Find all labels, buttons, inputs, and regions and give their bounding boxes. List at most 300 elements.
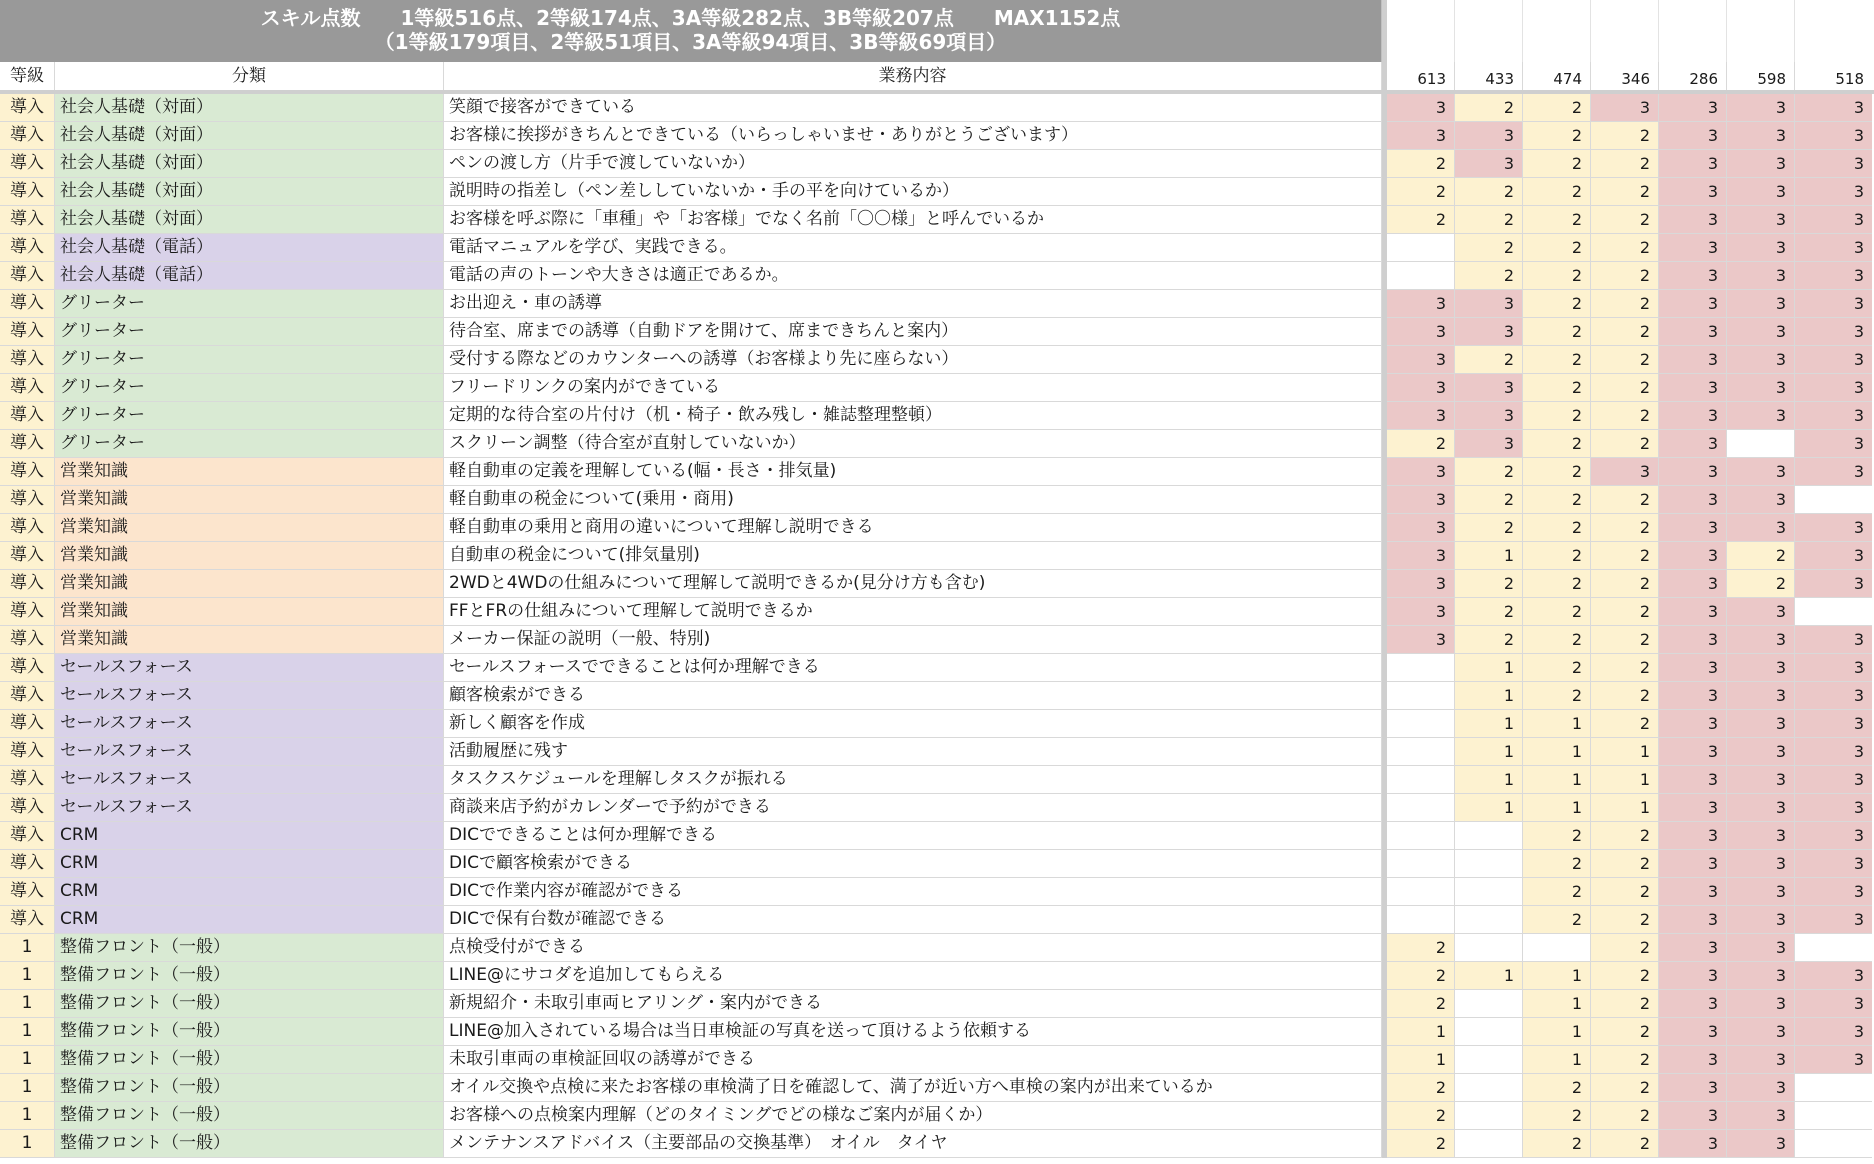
score-cell[interactable]: 3 bbox=[1659, 850, 1727, 878]
grade-cell[interactable]: 導入 bbox=[0, 430, 55, 458]
score-cell[interactable]: 3 bbox=[1659, 906, 1727, 934]
score-cell[interactable] bbox=[1387, 262, 1455, 290]
grade-cell[interactable]: 導入 bbox=[0, 906, 55, 934]
grade-cell[interactable]: 導入 bbox=[0, 346, 55, 374]
score-cell[interactable]: 2 bbox=[1591, 878, 1659, 906]
score-cell[interactable]: 3 bbox=[1659, 654, 1727, 682]
score-cell[interactable]: 3 bbox=[1659, 402, 1727, 430]
score-cell[interactable]: 3 bbox=[1659, 1102, 1727, 1130]
grade-cell[interactable]: 1 bbox=[0, 962, 55, 990]
score-cell[interactable]: 3 bbox=[1727, 822, 1795, 850]
score-cell[interactable]: 2 bbox=[1523, 822, 1591, 850]
score-cell[interactable]: 2 bbox=[1727, 570, 1795, 598]
score-cell[interactable]: 2 bbox=[1387, 962, 1455, 990]
score-cell[interactable]: 3 bbox=[1659, 1130, 1727, 1158]
category-cell[interactable]: 社会人基礎（対面） bbox=[55, 94, 444, 122]
score-cell[interactable]: 3 bbox=[1795, 234, 1872, 262]
description-cell[interactable]: 点検受付ができる bbox=[444, 934, 1382, 962]
score-cell[interactable]: 2 bbox=[1455, 570, 1523, 598]
score-cell[interactable]: 3 bbox=[1795, 402, 1872, 430]
score-cell[interactable]: 2 bbox=[1455, 598, 1523, 626]
score-cell[interactable] bbox=[1795, 1130, 1872, 1158]
header-score[interactable]: 613 bbox=[1387, 62, 1455, 90]
score-cell[interactable]: 3 bbox=[1727, 1130, 1795, 1158]
score-cell[interactable]: 2 bbox=[1523, 178, 1591, 206]
score-cell[interactable]: 1 bbox=[1523, 794, 1591, 822]
score-cell[interactable]: 2 bbox=[1523, 878, 1591, 906]
grade-cell[interactable]: 1 bbox=[0, 1018, 55, 1046]
score-cell[interactable]: 1 bbox=[1591, 738, 1659, 766]
grade-cell[interactable]: 導入 bbox=[0, 766, 55, 794]
score-cell[interactable] bbox=[1387, 234, 1455, 262]
score-cell[interactable]: 3 bbox=[1795, 654, 1872, 682]
score-cell[interactable]: 3 bbox=[1795, 374, 1872, 402]
score-cell[interactable]: 2 bbox=[1523, 290, 1591, 318]
grade-cell[interactable]: 導入 bbox=[0, 122, 55, 150]
category-cell[interactable]: 社会人基礎（対面） bbox=[55, 206, 444, 234]
score-cell[interactable]: 2 bbox=[1523, 346, 1591, 374]
score-cell[interactable]: 3 bbox=[1795, 710, 1872, 738]
score-cell[interactable]: 3 bbox=[1727, 94, 1795, 122]
score-cell[interactable]: 1 bbox=[1523, 1018, 1591, 1046]
score-cell[interactable]: 3 bbox=[1659, 178, 1727, 206]
score-cell[interactable] bbox=[1387, 850, 1455, 878]
score-cell[interactable]: 3 bbox=[1727, 262, 1795, 290]
score-cell[interactable]: 3 bbox=[1795, 262, 1872, 290]
score-cell[interactable]: 3 bbox=[1727, 1102, 1795, 1130]
score-cell[interactable]: 2 bbox=[1591, 906, 1659, 934]
score-cell[interactable]: 2 bbox=[1523, 486, 1591, 514]
grade-cell[interactable]: 導入 bbox=[0, 374, 55, 402]
score-cell[interactable]: 3 bbox=[1387, 94, 1455, 122]
grade-cell[interactable]: 導入 bbox=[0, 682, 55, 710]
score-cell[interactable]: 3 bbox=[1795, 766, 1872, 794]
score-cell[interactable]: 3 bbox=[1387, 542, 1455, 570]
score-cell[interactable]: 2 bbox=[1523, 682, 1591, 710]
score-cell[interactable]: 2 bbox=[1523, 1074, 1591, 1102]
score-cell[interactable]: 2 bbox=[1591, 374, 1659, 402]
score-cell[interactable]: 2 bbox=[1591, 1018, 1659, 1046]
description-cell[interactable]: タスクスケジュールを理解しタスクが振れる bbox=[444, 766, 1382, 794]
score-cell[interactable]: 3 bbox=[1795, 150, 1872, 178]
description-cell[interactable]: 軽自動車の定義を理解している(幅・長さ・排気量) bbox=[444, 458, 1382, 486]
grade-cell[interactable]: 導入 bbox=[0, 850, 55, 878]
score-cell[interactable]: 1 bbox=[1523, 766, 1591, 794]
score-cell[interactable] bbox=[1387, 682, 1455, 710]
score-cell[interactable]: 3 bbox=[1795, 822, 1872, 850]
score-cell[interactable]: 3 bbox=[1387, 458, 1455, 486]
category-cell[interactable]: セールスフォース bbox=[55, 654, 444, 682]
score-cell[interactable]: 2 bbox=[1387, 150, 1455, 178]
score-cell[interactable]: 3 bbox=[1659, 514, 1727, 542]
score-cell[interactable]: 3 bbox=[1727, 934, 1795, 962]
description-cell[interactable]: 自動車の税金について(排気量別) bbox=[444, 542, 1382, 570]
score-cell[interactable]: 2 bbox=[1387, 1130, 1455, 1158]
score-cell[interactable]: 2 bbox=[1591, 486, 1659, 514]
score-cell[interactable]: 2 bbox=[1387, 178, 1455, 206]
header-grade[interactable]: 等級 bbox=[0, 62, 55, 90]
grade-cell[interactable]: 導入 bbox=[0, 178, 55, 206]
score-cell[interactable]: 3 bbox=[1455, 290, 1523, 318]
header-category[interactable]: 分類 bbox=[55, 62, 444, 90]
score-cell[interactable] bbox=[1455, 878, 1523, 906]
score-cell[interactable]: 3 bbox=[1455, 374, 1523, 402]
header-score[interactable]: 518 bbox=[1835, 70, 1864, 88]
score-cell[interactable]: 3 bbox=[1727, 654, 1795, 682]
score-cell[interactable] bbox=[1795, 1102, 1872, 1130]
score-cell[interactable]: 3 bbox=[1659, 234, 1727, 262]
blank-cell[interactable] bbox=[1659, 0, 1727, 62]
score-cell[interactable]: 3 bbox=[1387, 486, 1455, 514]
score-cell[interactable]: 3 bbox=[1659, 766, 1727, 794]
score-cell[interactable]: 2 bbox=[1387, 934, 1455, 962]
description-cell[interactable]: LINE@加入されている場合は当日車検証の写真を送って頂けるよう依頼する bbox=[444, 1018, 1382, 1046]
description-cell[interactable]: 受付する際などのカウンターへの誘導（お客様より先に座らない） bbox=[444, 346, 1382, 374]
score-cell[interactable]: 3 bbox=[1795, 570, 1872, 598]
score-cell[interactable]: 3 bbox=[1727, 990, 1795, 1018]
score-cell[interactable]: 2 bbox=[1455, 206, 1523, 234]
score-cell[interactable]: 3 bbox=[1727, 318, 1795, 346]
score-cell[interactable]: 1 bbox=[1455, 794, 1523, 822]
score-cell[interactable]: 3 bbox=[1727, 850, 1795, 878]
score-cell[interactable]: 2 bbox=[1591, 598, 1659, 626]
score-cell[interactable]: 2 bbox=[1455, 346, 1523, 374]
score-cell[interactable]: 3 bbox=[1591, 94, 1659, 122]
score-cell[interactable]: 3 bbox=[1659, 1018, 1727, 1046]
score-cell[interactable]: 1 bbox=[1591, 766, 1659, 794]
description-cell[interactable]: お客様への点検案内理解（どのタイミングでどの様なご案内が届くか） bbox=[444, 1102, 1382, 1130]
description-cell[interactable]: 商談来店予約がカレンダーで予約ができる bbox=[444, 794, 1382, 822]
score-cell[interactable]: 3 bbox=[1727, 122, 1795, 150]
grade-cell[interactable]: 1 bbox=[0, 1046, 55, 1074]
score-cell[interactable]: 2 bbox=[1523, 570, 1591, 598]
category-cell[interactable]: CRM bbox=[55, 906, 444, 934]
score-cell[interactable] bbox=[1387, 822, 1455, 850]
score-cell[interactable]: 3 bbox=[1727, 962, 1795, 990]
score-cell[interactable]: 3 bbox=[1727, 402, 1795, 430]
category-cell[interactable]: 営業知識 bbox=[55, 514, 444, 542]
score-cell[interactable]: 3 bbox=[1659, 486, 1727, 514]
score-cell[interactable]: 3 bbox=[1795, 122, 1872, 150]
score-cell[interactable]: 1 bbox=[1455, 682, 1523, 710]
grade-cell[interactable]: 導入 bbox=[0, 234, 55, 262]
score-cell[interactable]: 3 bbox=[1727, 878, 1795, 906]
score-cell[interactable] bbox=[1387, 794, 1455, 822]
grade-cell[interactable]: 導入 bbox=[0, 878, 55, 906]
score-cell[interactable]: 2 bbox=[1591, 934, 1659, 962]
description-cell[interactable]: 顧客検索ができる bbox=[444, 682, 1382, 710]
description-cell[interactable]: フリードリンクの案内ができている bbox=[444, 374, 1382, 402]
category-cell[interactable]: セールスフォース bbox=[55, 682, 444, 710]
category-cell[interactable]: 営業知識 bbox=[55, 570, 444, 598]
score-cell[interactable]: 3 bbox=[1659, 1074, 1727, 1102]
score-cell[interactable]: 1 bbox=[1455, 654, 1523, 682]
score-cell[interactable]: 2 bbox=[1591, 1102, 1659, 1130]
blank-cell[interactable] bbox=[1455, 0, 1523, 62]
grade-cell[interactable]: 導入 bbox=[0, 318, 55, 346]
category-cell[interactable]: 社会人基礎（電話） bbox=[55, 262, 444, 290]
score-cell[interactable]: 2 bbox=[1523, 402, 1591, 430]
score-cell[interactable]: 1 bbox=[1523, 962, 1591, 990]
score-cell[interactable]: 3 bbox=[1795, 206, 1872, 234]
score-cell[interactable]: 2 bbox=[1523, 206, 1591, 234]
score-cell[interactable]: 2 bbox=[1523, 234, 1591, 262]
score-cell[interactable]: 2 bbox=[1455, 178, 1523, 206]
score-cell[interactable]: 3 bbox=[1727, 1074, 1795, 1102]
score-cell[interactable]: 2 bbox=[1591, 542, 1659, 570]
score-cell[interactable]: 3 bbox=[1795, 738, 1872, 766]
score-cell[interactable]: 1 bbox=[1455, 738, 1523, 766]
score-cell[interactable] bbox=[1387, 738, 1455, 766]
score-cell[interactable]: 3 bbox=[1727, 1018, 1795, 1046]
description-cell[interactable]: DICで保有台数が確認できる bbox=[444, 906, 1382, 934]
score-cell[interactable]: 2 bbox=[1455, 626, 1523, 654]
description-cell[interactable]: DICでできることは何か理解できる bbox=[444, 822, 1382, 850]
score-cell[interactable]: 3 bbox=[1387, 598, 1455, 626]
score-cell[interactable]: 2 bbox=[1591, 570, 1659, 598]
category-cell[interactable]: 営業知識 bbox=[55, 598, 444, 626]
score-cell[interactable]: 2 bbox=[1523, 150, 1591, 178]
category-cell[interactable]: CRM bbox=[55, 850, 444, 878]
score-cell[interactable]: 3 bbox=[1795, 1018, 1872, 1046]
description-cell[interactable]: メーカー保証の説明（一般、特別) bbox=[444, 626, 1382, 654]
description-cell[interactable]: FFとFRの仕組みについて理解して説明できるか bbox=[444, 598, 1382, 626]
grade-cell[interactable]: 1 bbox=[0, 990, 55, 1018]
score-cell[interactable]: 2 bbox=[1591, 962, 1659, 990]
score-cell[interactable]: 2 bbox=[1455, 234, 1523, 262]
description-cell[interactable]: 2WDと4WDの仕組みについて理解して説明できるか(見分け方も含む) bbox=[444, 570, 1382, 598]
grade-cell[interactable]: 1 bbox=[0, 1074, 55, 1102]
grade-cell[interactable]: 導入 bbox=[0, 290, 55, 318]
description-cell[interactable]: 電話の声のトーンや大きさは適正であるか。 bbox=[444, 262, 1382, 290]
score-cell[interactable]: 2 bbox=[1387, 1074, 1455, 1102]
score-cell[interactable]: 3 bbox=[1727, 486, 1795, 514]
score-cell[interactable]: 2 bbox=[1523, 542, 1591, 570]
score-cell[interactable] bbox=[1455, 822, 1523, 850]
description-cell[interactable]: LINE@にサコダを追加してもらえる bbox=[444, 962, 1382, 990]
grade-cell[interactable]: 導入 bbox=[0, 94, 55, 122]
header-score[interactable]: 598 bbox=[1727, 62, 1795, 90]
score-cell[interactable]: 3 bbox=[1727, 766, 1795, 794]
category-cell[interactable]: CRM bbox=[55, 878, 444, 906]
category-cell[interactable]: グリーター bbox=[55, 290, 444, 318]
score-cell[interactable]: 3 bbox=[1795, 850, 1872, 878]
grade-cell[interactable]: 導入 bbox=[0, 514, 55, 542]
category-cell[interactable]: 整備フロント（一般） bbox=[55, 990, 444, 1018]
score-cell[interactable]: 2 bbox=[1591, 346, 1659, 374]
score-cell[interactable]: 2 bbox=[1455, 514, 1523, 542]
blank-cell[interactable] bbox=[1523, 0, 1591, 62]
score-cell[interactable]: 3 bbox=[1659, 150, 1727, 178]
category-cell[interactable]: 社会人基礎（対面） bbox=[55, 122, 444, 150]
score-cell[interactable]: 2 bbox=[1591, 234, 1659, 262]
score-cell[interactable]: 2 bbox=[1591, 514, 1659, 542]
score-cell[interactable]: 3 bbox=[1795, 430, 1872, 458]
category-cell[interactable]: 整備フロント（一般） bbox=[55, 1074, 444, 1102]
score-cell[interactable] bbox=[1795, 1074, 1872, 1102]
category-cell[interactable]: 営業知識 bbox=[55, 486, 444, 514]
header-score[interactable]: 286 bbox=[1659, 62, 1727, 90]
score-cell[interactable]: 3 bbox=[1727, 794, 1795, 822]
blank-cell[interactable] bbox=[1591, 0, 1659, 62]
score-cell[interactable]: 3 bbox=[1659, 710, 1727, 738]
score-cell[interactable]: 3 bbox=[1659, 94, 1727, 122]
score-cell[interactable] bbox=[1727, 430, 1795, 458]
score-cell[interactable]: 3 bbox=[1659, 682, 1727, 710]
score-cell[interactable]: 2 bbox=[1591, 430, 1659, 458]
score-cell[interactable]: 3 bbox=[1659, 598, 1727, 626]
score-cell[interactable]: 3 bbox=[1727, 458, 1795, 486]
header-score[interactable]: 474 bbox=[1523, 62, 1591, 90]
score-cell[interactable]: 3 bbox=[1795, 990, 1872, 1018]
description-cell[interactable]: 未取引車両の車検証回収の誘導ができる bbox=[444, 1046, 1382, 1074]
score-cell[interactable]: 3 bbox=[1727, 710, 1795, 738]
score-cell[interactable] bbox=[1387, 654, 1455, 682]
category-cell[interactable]: グリーター bbox=[55, 402, 444, 430]
score-cell[interactable]: 2 bbox=[1523, 1102, 1591, 1130]
score-cell[interactable]: 2 bbox=[1523, 94, 1591, 122]
score-cell[interactable]: 2 bbox=[1523, 430, 1591, 458]
score-cell[interactable]: 1 bbox=[1523, 710, 1591, 738]
score-cell[interactable]: 3 bbox=[1659, 542, 1727, 570]
score-cell[interactable]: 1 bbox=[1455, 710, 1523, 738]
score-cell[interactable]: 2 bbox=[1591, 822, 1659, 850]
score-cell[interactable]: 2 bbox=[1523, 1130, 1591, 1158]
score-cell[interactable]: 3 bbox=[1727, 1046, 1795, 1074]
score-cell[interactable]: 3 bbox=[1387, 374, 1455, 402]
score-cell[interactable]: 2 bbox=[1523, 318, 1591, 346]
score-cell[interactable]: 3 bbox=[1387, 122, 1455, 150]
score-cell[interactable]: 2 bbox=[1591, 850, 1659, 878]
description-cell[interactable]: 待合室、席までの誘導（自動ドアを開けて、席まできちんと案内） bbox=[444, 318, 1382, 346]
description-cell[interactable]: 活動履歴に残す bbox=[444, 738, 1382, 766]
score-cell[interactable]: 2 bbox=[1591, 262, 1659, 290]
score-cell[interactable]: 1 bbox=[1387, 1018, 1455, 1046]
score-cell[interactable]: 1 bbox=[1591, 794, 1659, 822]
category-cell[interactable]: 整備フロント（一般） bbox=[55, 1102, 444, 1130]
score-cell[interactable] bbox=[1455, 1046, 1523, 1074]
score-cell[interactable]: 2 bbox=[1523, 122, 1591, 150]
score-cell[interactable]: 3 bbox=[1455, 122, 1523, 150]
category-cell[interactable]: 整備フロント（一般） bbox=[55, 962, 444, 990]
description-cell[interactable]: ペンの渡し方（片手で渡していないか） bbox=[444, 150, 1382, 178]
grade-cell[interactable]: 導入 bbox=[0, 570, 55, 598]
score-cell[interactable] bbox=[1455, 1074, 1523, 1102]
score-cell[interactable]: 3 bbox=[1727, 150, 1795, 178]
score-cell[interactable] bbox=[1455, 1102, 1523, 1130]
score-cell[interactable] bbox=[1387, 766, 1455, 794]
score-cell[interactable]: 2 bbox=[1455, 262, 1523, 290]
score-cell[interactable]: 1 bbox=[1523, 738, 1591, 766]
score-cell[interactable]: 2 bbox=[1591, 710, 1659, 738]
grade-cell[interactable]: 導入 bbox=[0, 738, 55, 766]
score-cell[interactable]: 3 bbox=[1795, 290, 1872, 318]
description-cell[interactable]: 軽自動車の乗用と商用の違いについて理解し説明できる bbox=[444, 514, 1382, 542]
score-cell[interactable]: 2 bbox=[1591, 1046, 1659, 1074]
score-cell[interactable]: 3 bbox=[1387, 318, 1455, 346]
score-cell[interactable]: 3 bbox=[1455, 402, 1523, 430]
score-cell[interactable]: 3 bbox=[1727, 626, 1795, 654]
grade-cell[interactable]: 導入 bbox=[0, 542, 55, 570]
category-cell[interactable]: セールスフォース bbox=[55, 766, 444, 794]
score-cell[interactable]: 2 bbox=[1591, 150, 1659, 178]
blank-cell[interactable] bbox=[1795, 0, 1872, 62]
score-cell[interactable]: 1 bbox=[1455, 542, 1523, 570]
score-cell[interactable] bbox=[1795, 934, 1872, 962]
score-cell[interactable]: 3 bbox=[1659, 346, 1727, 374]
score-cell[interactable]: 3 bbox=[1795, 94, 1872, 122]
score-cell[interactable]: 2 bbox=[1523, 906, 1591, 934]
score-cell[interactable]: 3 bbox=[1591, 458, 1659, 486]
score-cell[interactable]: 3 bbox=[1727, 514, 1795, 542]
grade-cell[interactable]: 導入 bbox=[0, 598, 55, 626]
score-cell[interactable]: 2 bbox=[1387, 990, 1455, 1018]
description-cell[interactable]: お出迎え・車の誘導 bbox=[444, 290, 1382, 318]
score-cell[interactable]: 3 bbox=[1727, 598, 1795, 626]
description-cell[interactable]: 新しく顧客を作成 bbox=[444, 710, 1382, 738]
grade-cell[interactable]: 1 bbox=[0, 1102, 55, 1130]
score-cell[interactable]: 2 bbox=[1591, 318, 1659, 346]
grade-cell[interactable]: 導入 bbox=[0, 458, 55, 486]
description-cell[interactable]: 電話マニュアルを学び、実践できる。 bbox=[444, 234, 1382, 262]
score-cell[interactable] bbox=[1455, 934, 1523, 962]
score-cell[interactable]: 3 bbox=[1727, 682, 1795, 710]
score-cell[interactable]: 3 bbox=[1795, 626, 1872, 654]
score-cell[interactable]: 2 bbox=[1591, 402, 1659, 430]
score-cell[interactable] bbox=[1455, 1130, 1523, 1158]
score-cell[interactable]: 3 bbox=[1659, 990, 1727, 1018]
score-cell[interactable]: 3 bbox=[1727, 206, 1795, 234]
grade-cell[interactable]: 導入 bbox=[0, 654, 55, 682]
description-cell[interactable]: お客様を呼ぶ際に「車種」や「お客様」でなく名前「〇〇様」と呼んでいるか bbox=[444, 206, 1382, 234]
category-cell[interactable]: グリーター bbox=[55, 430, 444, 458]
score-cell[interactable]: 3 bbox=[1455, 150, 1523, 178]
header-score[interactable]: 346 bbox=[1591, 62, 1659, 90]
score-cell[interactable]: 3 bbox=[1795, 318, 1872, 346]
score-cell[interactable]: 2 bbox=[1591, 682, 1659, 710]
grade-cell[interactable]: 導入 bbox=[0, 402, 55, 430]
score-cell[interactable]: 1 bbox=[1455, 766, 1523, 794]
description-cell[interactable]: 定期的な待合室の片付け（机・椅子・飲み残し・雑誌整理整頓） bbox=[444, 402, 1382, 430]
category-cell[interactable]: 整備フロント（一般） bbox=[55, 934, 444, 962]
score-cell[interactable]: 2 bbox=[1523, 850, 1591, 878]
score-cell[interactable]: 3 bbox=[1795, 906, 1872, 934]
grade-cell[interactable]: 導入 bbox=[0, 626, 55, 654]
score-cell[interactable] bbox=[1455, 990, 1523, 1018]
score-cell[interactable]: 3 bbox=[1795, 346, 1872, 374]
grade-cell[interactable]: 1 bbox=[0, 934, 55, 962]
score-cell[interactable]: 2 bbox=[1591, 990, 1659, 1018]
grade-cell[interactable]: 導入 bbox=[0, 822, 55, 850]
grade-cell[interactable]: 導入 bbox=[0, 710, 55, 738]
score-cell[interactable]: 2 bbox=[1591, 206, 1659, 234]
score-cell[interactable]: 3 bbox=[1659, 626, 1727, 654]
score-cell[interactable]: 1 bbox=[1387, 1046, 1455, 1074]
score-cell[interactable]: 2 bbox=[1455, 94, 1523, 122]
score-cell[interactable]: 2 bbox=[1591, 122, 1659, 150]
score-cell[interactable] bbox=[1455, 1018, 1523, 1046]
category-cell[interactable]: 整備フロント（一般） bbox=[55, 1018, 444, 1046]
grade-cell[interactable]: 導入 bbox=[0, 794, 55, 822]
category-cell[interactable]: セールスフォース bbox=[55, 794, 444, 822]
score-cell[interactable]: 3 bbox=[1795, 458, 1872, 486]
score-cell[interactable]: 3 bbox=[1795, 962, 1872, 990]
description-cell[interactable]: DICで顧客検索ができる bbox=[444, 850, 1382, 878]
score-cell[interactable]: 3 bbox=[1727, 906, 1795, 934]
score-cell[interactable] bbox=[1387, 906, 1455, 934]
score-cell[interactable]: 2 bbox=[1455, 458, 1523, 486]
score-cell[interactable]: 3 bbox=[1455, 318, 1523, 346]
